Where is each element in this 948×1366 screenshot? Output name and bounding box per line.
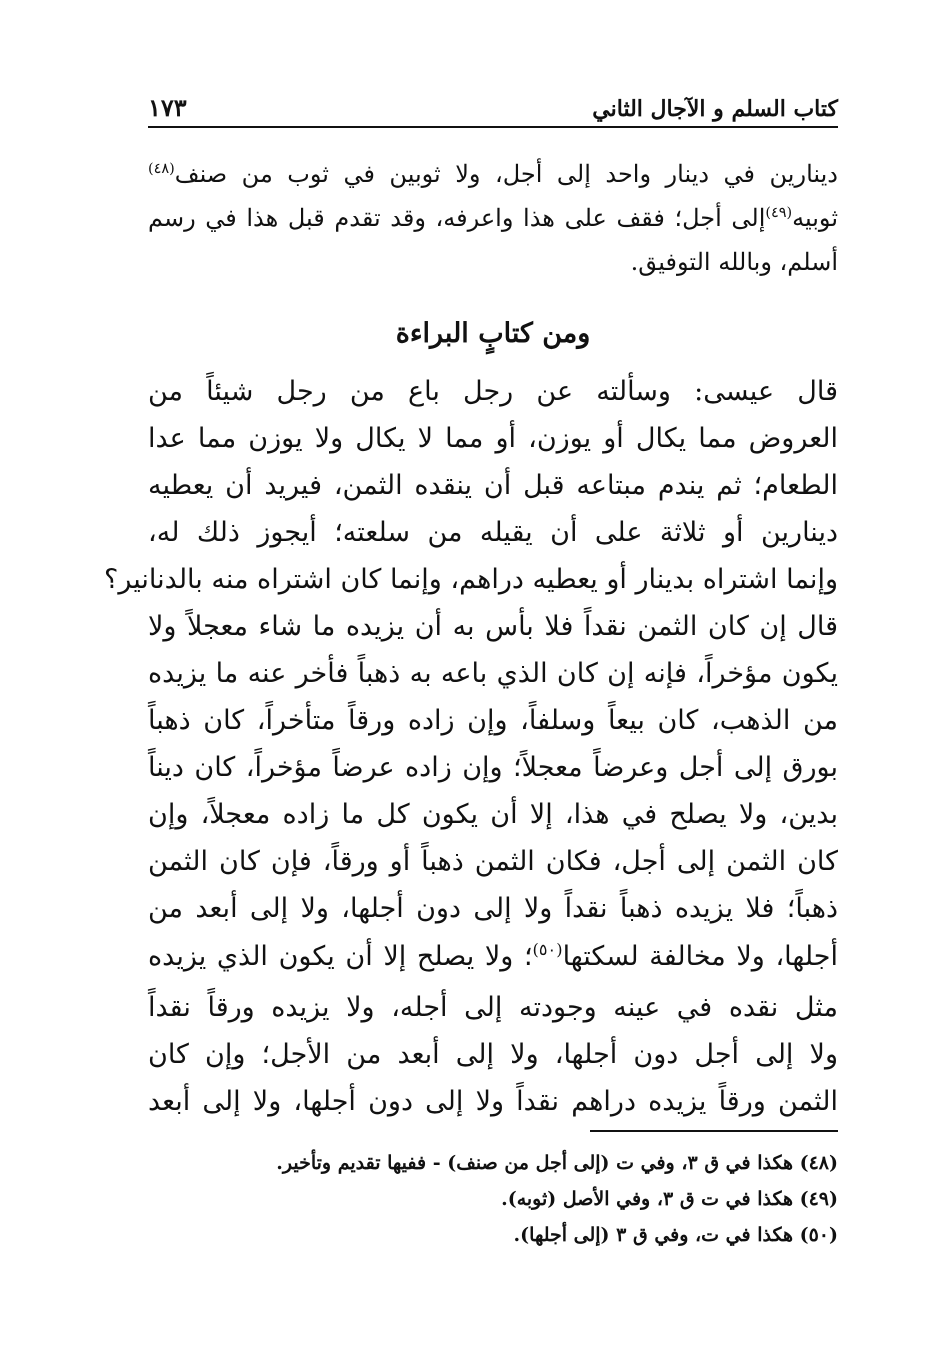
text-line: ثوبيه$^{(٤٩)}$إلى أجل؛ فقف على هذا واعرفه، وقد تقدم قبل هذا في رسم	[148, 204, 838, 232]
text-line: قال إن كان الثمن نقداً فلا بأس به أن يزيده ما شاء معجلاً ولا	[148, 611, 838, 642]
footnote-divider	[590, 1130, 838, 1132]
text-line: بدين، ولا يصلح في هذا، إلا أن يكون كل ما زاده معجلاً، وإن	[148, 799, 838, 830]
text-line: أسلم، وبالله التوفيق.	[630, 248, 838, 276]
footnote-48: (٤٨) هكذا في ق ٣، وفي ت (إلى أجل من صنف) - ففيها تقديم وتأخير.	[276, 1152, 838, 1174]
text-line: يكون مؤخراً، فإنه إن كان الذي باعه به ذهباً فأخر عنه ما يزيده	[148, 658, 838, 689]
footnote-50: (٥٠) هكذا في ت، وفي ق ٣ (إلى أجلها).	[513, 1224, 838, 1246]
text-line: مثل نقده في عينه وجودته إلى أجله، ولا يزيده ورقاً نقداً	[148, 992, 838, 1023]
text-line: من الذهب، كان بيعاً وسلفاً، وإن زاده ورقاً متأخراً، كان ذهباً	[148, 705, 838, 736]
text-line: ولا إلى أجل دون أجلها، ولا إلى أبعد من الأجل؛ وإن كان	[148, 1039, 838, 1070]
text-line: ذهباً؛ فلا يزيده ذهباً نقداً ولا إلى دون أجلها، ولا إلى أبعد من	[148, 893, 838, 924]
text-line: الطعام؛ ثم يندم مبتاعه قبل أن ينقده الثمن، فيريد أن يعطيه	[148, 470, 838, 501]
footnote-49: (٤٩) هكذا في ت ق ٣، وفي الأصل (ثوبه).	[501, 1188, 838, 1210]
text-line: قال عيسى: وسألته عن رجل باع من رجل شيئاً من	[148, 376, 838, 407]
page-header	[148, 86, 838, 128]
text-line: دينارين في دينار واحد إلى أجل، ولا ثوبين في ثوب من صنف$^{(٤٨)}$	[148, 160, 838, 188]
page-number: ١٧٣	[148, 93, 187, 122]
section-title: ومن كتابٍ البراءة	[395, 318, 591, 349]
text-line: دينارين أو ثلاثة على أن يقيله من سلعته؛ أيجوز ذلك له،	[148, 517, 838, 548]
text-line: وإنما اشتراه بدينار أو يعطيه دراهم، وإنما كان اشتراه منه بالدنانير؟	[104, 564, 838, 595]
text-line: كان الثمن إلى أجل، فكان الثمن ذهباً أو ورقاً، فإن كان الثمن	[148, 846, 838, 877]
text-line: بورق إلى أجل وعرضاً معجلاً؛ وإن زاده عرضاً مؤخراً، كان ديناً	[148, 752, 838, 783]
text-line: العروض مما يكال أو يوزن، أو مما لا يكال ولا يوزن مما عدا	[148, 423, 838, 454]
text-line: الثمن ورقاً يزيده دراهم نقداً ولا إلى دون أجلها، ولا إلى أبعد	[148, 1086, 838, 1117]
running-title: كتاب السلم و الآجال الثاني	[592, 96, 838, 122]
text-line: أجلها، ولا مخالفة لسكتها$^{(٥٠)}$؛ ولا يصلح إلا أن يكون الذي يزيده	[148, 940, 838, 972]
